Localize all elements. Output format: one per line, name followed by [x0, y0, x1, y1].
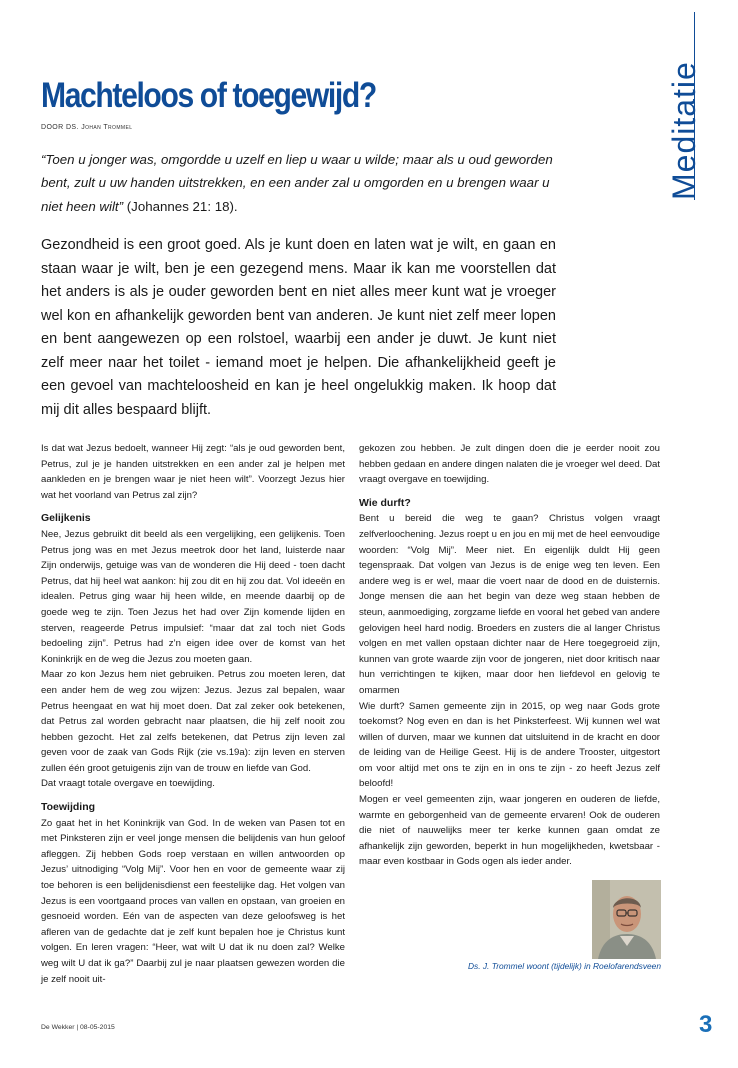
quote-reference: (Johannes 21: 18).	[123, 198, 238, 214]
paragraph: Zo gaat het in het Koninkrijk van God. In de weken van Pasen tot en met Pinksteren zijn er veel jonge mensen die belijdenis van hun geloof afleggen. Zij hebben Gods roep verstaan en willen antwoorden op Jezus’ uitnodiging “Volg Mij”. Voor hen en voor de gemeente waar zij toe behoren is een belijdenisdienst een feestelijke dag. Het volgen van Jezus is een voortgaand proces van vallen en opstaan, van groeien en gesnoeid worden. Eén van de aspecten van deze geloofsweg is het afleren van de gedachte dat je zelf kunt bepalen hoe je Christus kunt volgen. En leren vragen: “Heer, wat wilt U dat ik nu doen zal? Welke weg wilt U dat ik ga?” Daarbij zul je naar plaatsen gewezen worden die je zelf nooit uit-	[41, 817, 345, 985]
section-label: Meditatie	[666, 61, 702, 200]
page-number: 3	[699, 1011, 713, 1038]
paragraph: Bent u bereid die weg te gaan? Christus volgen vraagt zelfverloochening. Jezus roept u en jou en mij met de heel eenvoudige woorden: “Volg Mij”. Meer niet. En eigenlijk duldt Hij geen tegenspraak. Dat volgen van Jezus is de enige weg ten leven. Een andere weg is er wel, maar die voert naar de dood en de duisternis. Jonge mensen die aan het begin van deze weg staan hebben de steun, aanmoediging, zorgzame liefde en vooral het gebed van andere gelovigen heel hard nodig. Broeders en zusters die al langer Christus volgen en met vallen opstaan dichter naar de Here toegegroeid zijn, kunnen van grote waarde zijn voor de jongeren, niet door kritisch naar hun verrichtingen te kijken, maar door hen liefdevol en gelovig te omarmen	[359, 513, 660, 696]
article-title: Machteloos of toegewijd?	[41, 76, 376, 115]
bible-quote	[41, 148, 561, 218]
left-column	[41, 441, 345, 987]
paragraph: Maar zo kon Jezus hem niet gebruiken. Petrus zou moeten leren, dat een ander hem de weg zou wijzen: Jezus. Jezus zal bepalen, waar Petrus heengaat en wat hij moet doen. Dat zal zeker ook betekenen, dat Petrus zal worden gebracht naar plaatsen, die hij zelf nooit zou hebben gezocht. Het zal zelfs betekenen, dat Petrus zijn leven zal geven voor de zaak van Gods Rijk (zie vs.19a): zijn leven en sterven zullen één groot getuigenis zijn van de trouw en liefde van God.	[41, 669, 345, 774]
byline-author: Johan Trommel	[81, 124, 133, 131]
paragraph: Mogen er veel gemeenten zijn, waar jongeren en ouderen de liefde, warmte en geborgenheid van de gemeente ervaren! Ook de ouderen die niet of nauwelijks meer ter kerke kunnen gaan omdat ze afhankelijk zijn geworden, beperkt in hun mogelijkheden, kwetsbaar - maar even kostbaar in Gods ogen als ieder ander.	[359, 794, 660, 868]
author-photo	[592, 880, 661, 959]
paragraph: Nee, Jezus gebruikt dit beeld als een vergelijking, een gelijkenis. Toen Petrus jong was en met Jezus meetrok door het land, luisterde naar Zijn onderwijs, getuige was van de wonderen die Hij deed - toen dacht Petrus, dat hij heel wat aankon: hij zou dit en hij zou dat. Vol ideeën en idealen. Petrus ging waar hij heen wilde, en meende daarbij op de goede weg te zijn. Toen Jezus het had over Zijn komende lijden en sterven, reageerde Petrus impulsief: “maar dat zal toch niet Gods bedoeling zijn”. Petrus had z’n eigen idee over de komst van het Koninkrijk en de weg die Jezus zou moeten gaan.	[41, 528, 345, 665]
subheading-wie-durft: Wie durft?	[359, 496, 411, 509]
subheading-toewijding: Toewijding	[41, 801, 96, 814]
right-column	[359, 441, 660, 870]
byline	[41, 124, 132, 131]
photo-caption: Ds. J. Trommel woont (tijdelijk) in Roelofarendsveen	[467, 961, 661, 971]
paragraph: gekozen zou hebben. Je zult dingen doen die je eerder nooit zou hebben gedaan en andere dingen nalaten die je vroeger wel deed. Dat vraagt overgave en toewijding.	[359, 443, 660, 486]
author-portrait-illustration	[592, 880, 661, 959]
byline-prefix: DOOR DS.	[41, 124, 79, 131]
paragraph: Dat vraagt totale overgave en toewijding.	[41, 778, 215, 790]
footer-publication: De Wekker | 08-05-2015	[41, 1024, 115, 1031]
subheading-gelijkenis: Gelijkenis	[41, 512, 91, 525]
quote-text: “Toen u jonger was, omgordde u uzelf en liep u waar u wilde; maar als u oud geworden bent, zult u uw handen uitstrekken, en een ander zal u omgorden en u brengen waar u niet heen wilt”	[41, 152, 553, 214]
paragraph: Is dat wat Jezus bedoelt, wanneer Hij zegt: “als je oud geworden bent, Petrus, zul je je handen uitstrekken en een ander zal je helpen met aankleden en je brengen waar je niet heen wilt”. Voorzegt Jezus hier wat het voorland van Petrus zal zijn?	[41, 443, 345, 501]
paragraph: Wie durft? Samen gemeente zijn in 2015, op weg naar Gods grote toekomst? Nog even en dan is het Pinksterfeest. Wij kunnen wel wat willen of durven, maar we kunnen dat uitsluitend in de kracht en door de leiding van de Heilige Geest. Hij is de andere Trooster, uitgestort om voor altijd met ons te zijn en in ons te zijn - zo heeft Jezus zelf beloofd!	[359, 700, 660, 790]
intro-paragraph: Gezondheid is een groot goed. Als je kunt doen en laten wat je wilt, en gaan en staan waar je wilt, ben je een gezegend mens. Maar ik kan me voorstellen dat het anders is als je ouder geworden bent en niet alles meer kunt wat je vroeger wel kon en afhankelijk geworden bent van anderen. Je kunt niet zelf meer lopen en bent aangewezen op een rolstoel, waarbij een ander je duwt. Je kunt niet zelf meer naar het toilet - iemand moet je helpen. Die afhankelijkheid geeft je een gevoel van machteloosheid en kan je heel ongelukkig maken. Ik hoop dat mij dit alles bespaard blijft.	[41, 237, 556, 418]
